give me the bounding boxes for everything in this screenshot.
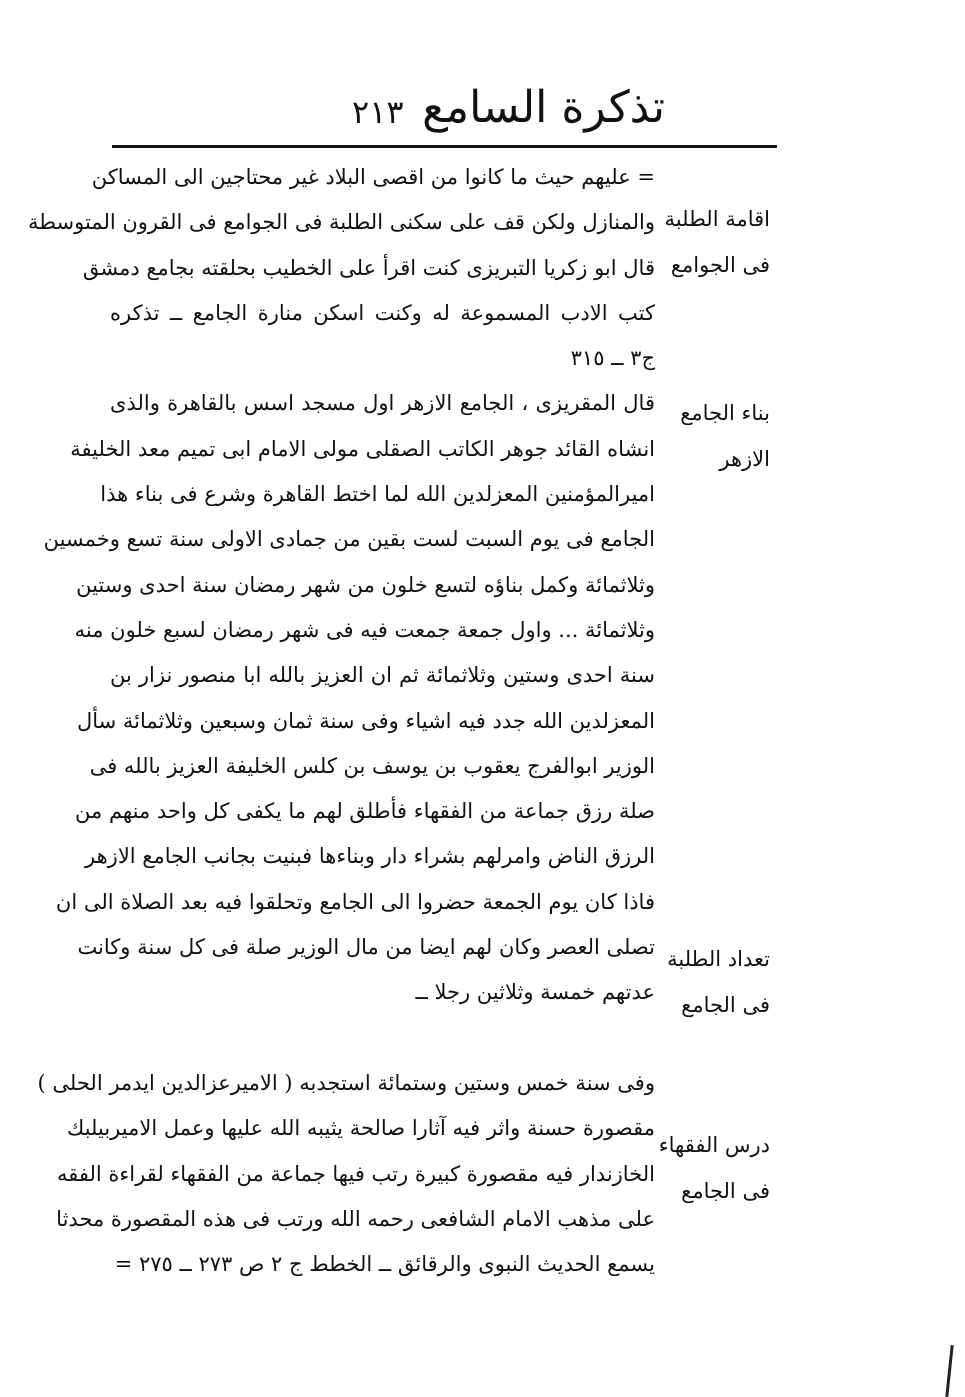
text-line: على مذهب الامام الشافعى رحمه الله ورتب فى هذه المقصورة محدثا bbox=[56, 1206, 655, 1231]
text-line: وثلاثمائة وكمل بناؤه لتسع خلون من شهر رمضان سنة احدى وستين bbox=[76, 572, 655, 597]
text-line: تصلى العصر وكان لهم ايضا من مال الوزير صلة فى كل سنة وكانت bbox=[77, 935, 655, 960]
text-line: الوزير ابوالفرج يعقوب بن يوسف بن كلس الخليفة العزيز بالله فى bbox=[89, 753, 655, 778]
text-line: ج٣ ــ ٣١٥ bbox=[570, 346, 655, 371]
text-line: الخازندار فيه مقصورة كبيرة رتب فيها جماعة من الفقهاء لقراءة الفقه bbox=[57, 1161, 655, 1186]
margin-note-line: بناء الجامع bbox=[680, 401, 770, 425]
text-line: سنة احدى وستين وثلاثمائة ثم ان العزيز بالله ابا منصور نزار بن bbox=[110, 663, 655, 688]
header-rule bbox=[112, 145, 777, 148]
text-line: وفى سنة خمس وستين وستمائة استجدبه ( الاميرعزالدين ايدمر الحلى ) bbox=[37, 1070, 655, 1095]
text-line: المعزلدين الله جدد فيه اشياء وفى سنة ثمان وسبعين وثلاثمائة سأل bbox=[76, 708, 655, 733]
paragraph-gap bbox=[110, 1016, 655, 1061]
text-line: والمنازل ولكن قف على سكنى الطلبة فى الجوامع فى القرون المتوسطة bbox=[28, 210, 655, 235]
text-line: الجامع فى يوم السبت لست بقين من جمادى الاولى سنة تسع وخمسين bbox=[43, 527, 655, 552]
page-number: ٢١٣ bbox=[352, 93, 404, 131]
text-line: يسمع الحديث النبوى والرقائق ــ الخطط ج ٢ ص ٢٧٣ ــ ٢٧٥ = bbox=[114, 1252, 655, 1277]
text-line: قال المقريزى ، الجامع الازهر اول مسجد اسس بالقاهرة والذى bbox=[110, 391, 655, 416]
text-line: مقصورة حسنة واثر فيه آثارا صالحة يثيبه الله عليها وعمل الاميربيلبك bbox=[67, 1116, 655, 1141]
text-line: صلة رزق جماعة من الفقهاء فأطلق لهم ما يكفى كل واحد منهم من bbox=[75, 799, 655, 824]
text-line: اميرالمؤمنين المعزلدين الله لما اختط القاهرة وشرع فى بناء هذا bbox=[100, 482, 655, 507]
margin-note-azhar-construction bbox=[670, 390, 770, 482]
text-line: انشاه القائد جوهر الكاتب الصقلى مولى الامام ابى تميم معد الخليفة bbox=[70, 436, 655, 461]
margin-note-line: اقامة الطلبة bbox=[664, 207, 770, 231]
text-line: = عليهم حيث ما كانوا من اقصى البلاد غير محتاجين الى المساكن bbox=[91, 165, 655, 189]
text-line: فاذا كان يوم الجمعة حضروا الى الجامع وتحلقوا فيه بعد الصلاة الى ان bbox=[55, 889, 655, 914]
margin-note-line: فى الجامع bbox=[681, 1179, 770, 1203]
text-line: وثلاثمائة ... واول جمعة جمعت فيه فى شهر رمضان لسبع خلون منه bbox=[74, 617, 655, 642]
body-text bbox=[28, 155, 655, 1287]
margin-note-line: تعداد الطلبة bbox=[667, 947, 770, 971]
text-line: عدتهم خمسة وثلاثين رجلا ــ bbox=[415, 980, 655, 1005]
margin-note-jurists-lesson bbox=[658, 1122, 770, 1214]
margin-note-student-count bbox=[667, 936, 770, 1028]
margin-note-line: فى الجوامع bbox=[670, 253, 770, 277]
running-title: تذكرة السامع bbox=[422, 82, 665, 133]
scan-edge-mark bbox=[945, 1345, 953, 1397]
margin-note-student-residence bbox=[664, 196, 770, 288]
margin-note-line: فى الجامع bbox=[681, 993, 770, 1017]
text-line: كتب الادب المسموعة له وكنت اسكن منارة الجامع ــ تذكره bbox=[110, 300, 655, 325]
margin-note-line: درس الفقهاء bbox=[658, 1133, 770, 1157]
text-line: قال ابو زكريا التبريزى كنت اقرأ على الخطيب بحلقته بجامع دمشق bbox=[82, 255, 655, 280]
margin-note-line: الازهر bbox=[719, 447, 770, 471]
text-line: الرزق الناض وامرلهم بشراء دار وبناءها فبنيت بجانب الجامع الازهر bbox=[85, 844, 655, 869]
